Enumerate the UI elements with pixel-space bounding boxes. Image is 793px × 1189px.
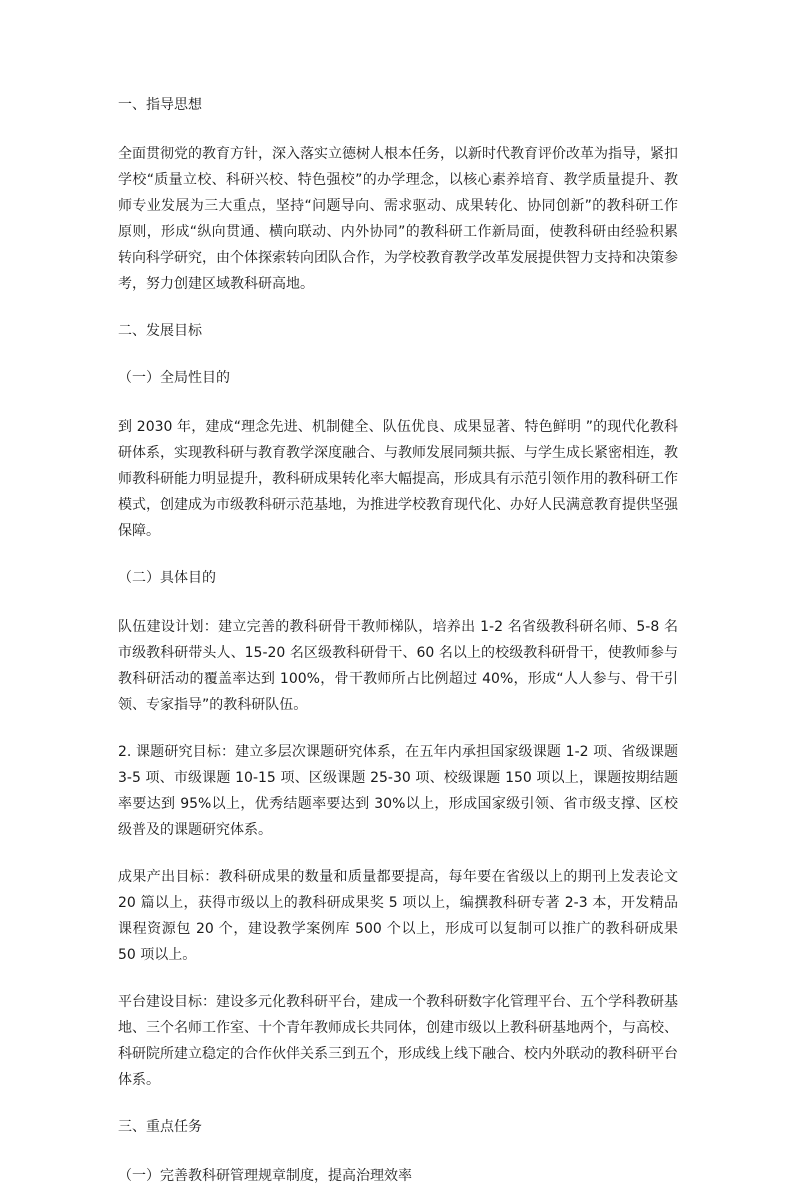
document-page bbox=[118, 92, 678, 1189]
paragraph-research-topics: 2. 课题研究目标：建立多层次课题研究体系，在五年内承担国家级课题 1-2 项、省级课题 3-5 项、市级课题 10-15 项、区级课题 25-30 项、校级课题 150 项以上，课题按期结题率要达到 95%以上，优秀结题率要达到 30%以上，形成国家级引领、省市级支撑、区校级普及的课题研究体系。 bbox=[118, 744, 678, 838]
subheading-overall-goal: （一）全局性目的 bbox=[118, 370, 230, 386]
heading-key-tasks: 三、重点任务 bbox=[118, 1119, 202, 1135]
heading-development-goals: 二、发展目标 bbox=[118, 323, 202, 339]
paragraph-team-building: 队伍建设计划：建立完善的教科研骨干教师梯队，培养出 1-2 名省级教科研名师、5-8 名市级教科研带头人、15-20 名区级教科研骨干、60 名以上的校级教科研骨干，使教师参与教科研活动的覆盖率达到 100%，骨干教师所占比例超过 40%，形成“人人参与、骨干引领、专家指导”的教科研队伍。 bbox=[118, 619, 678, 713]
paragraph-outcome-goals: 成果产出目标：教科研成果的数量和质量都要提高，每年要在省级以上的期刊上发表论文 20 篇以上，获得市级以上的教科研成果奖 5 项以上，编撰教科研专著 2-3 本，开发精品课程资源包 20 个，建设教学案例库 500 个以上，形成可以复制可以推广的教科研成果 50 项以上。 bbox=[118, 869, 678, 963]
heading-guiding-ideology: 一、指导思想 bbox=[118, 97, 202, 113]
subheading-management-rules: （一）完善教科研管理规章制度，提高治理效率 bbox=[118, 1168, 412, 1184]
paragraph-overall-goal: 到 2030 年，建成“理念先进、机制健全、队伍优良、成果显著、特色鲜明 ”的现代化教科研体系，实现教科研与教育教学深度融合、与教师发展同频共振、与学生成长紧密相连，教师教科研能力明显提升，教科研成果转化率大幅提高，形成具有示范引领作用的教科研工作模式，创建成为市级教科研示范基地，为推进学校教育现代化、办好人民满意教育提供坚强保障。 bbox=[118, 419, 678, 539]
paragraph-guiding-ideology: 全面贯彻党的教育方针，深入落实立德树人根本任务，以新时代教育评价改革为指导，紧扣学校“质量立校、科研兴校、特色强校”的办学理念，以核心素养培育、教学质量提升、教师专业发展为三大重点，坚持“问题导向、需求驱动、成果转化、协同创新”的教科研工作原则，形成“纵向贯通、横向联动、内外协同”的教科研工作新局面，使教科研由经验积累转向科学研究，由个体探索转向团队合作，为学校教育教学改革发展提供智力支持和决策参考，努力创建区域教科研高地。 bbox=[118, 146, 678, 292]
paragraph-platform-goals: 平台建设目标：建设多元化教科研平台，建成一个教科研数字化管理平台、五个学科教研基地、三个名师工作室、十个青年教师成长共同体，创建市级以上教科研基地两个，与高校、科研院所建立稳定的合作伙伴关系三到五个，形成线上线下融合、校内外联动的教科研平台体系。 bbox=[118, 994, 678, 1088]
subheading-specific-goals: （二）具体目的 bbox=[118, 570, 216, 586]
